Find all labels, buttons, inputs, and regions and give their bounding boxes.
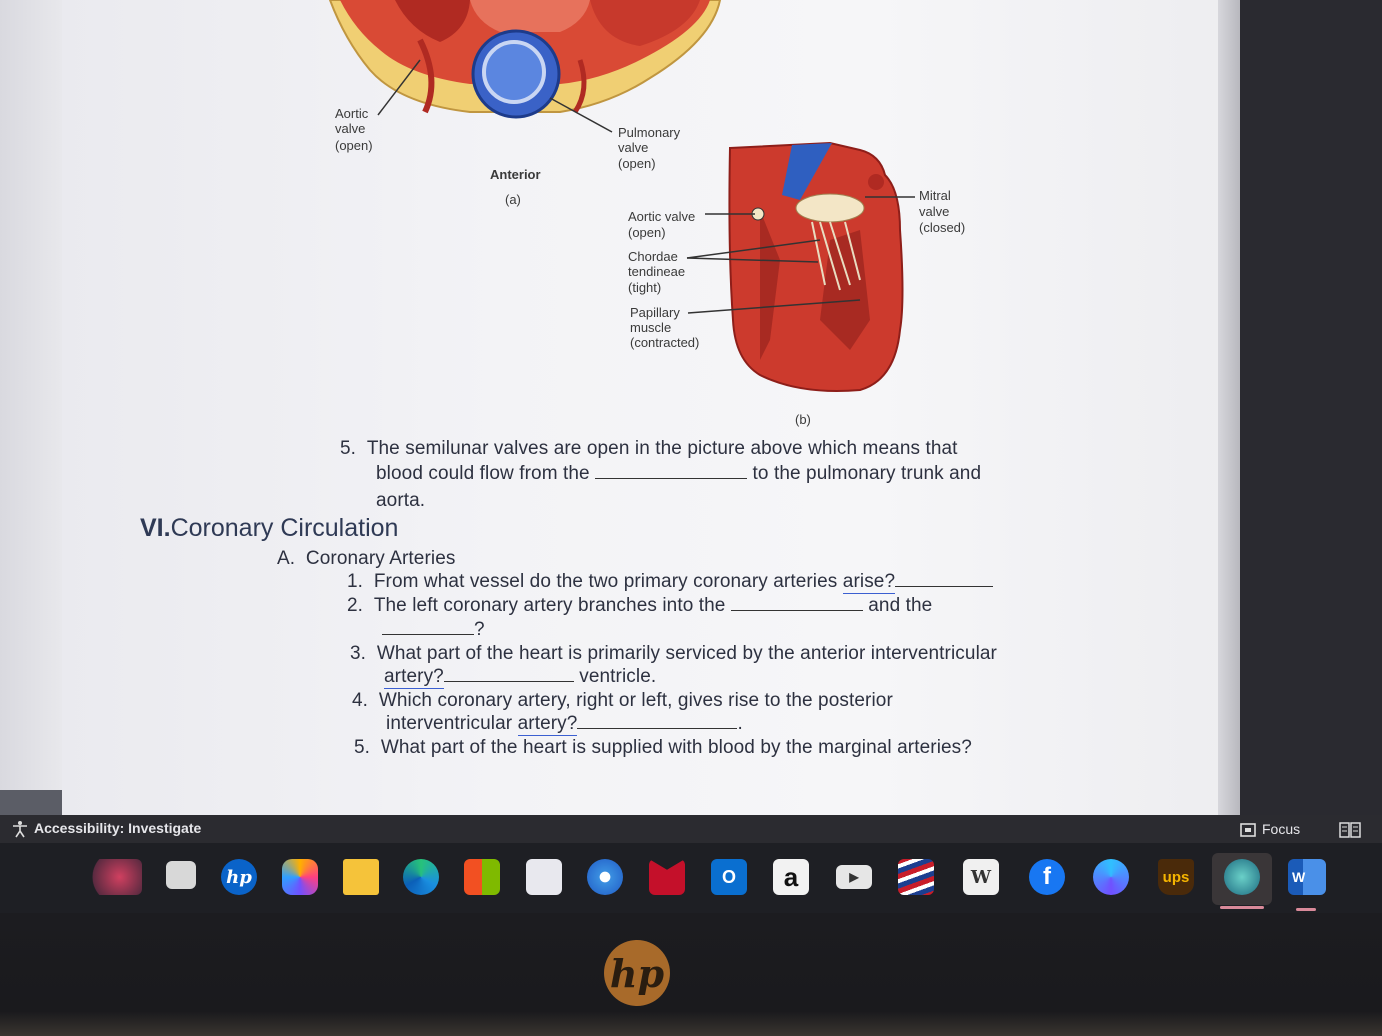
page-corner [0,790,62,815]
question-5-line-2 [376,463,981,485]
coronary-question-3-line-2 [384,666,656,689]
cq5-number: 5. [354,737,371,758]
cq1-answer-prefix: arise? [842,571,896,592]
hp-app-icon[interactable] [221,859,257,895]
cq1-number: 1. [347,571,364,592]
coronary-question-2 [347,595,932,617]
label-chordae-1: Chordae [628,249,678,264]
hp-app-text: hp [226,866,252,888]
ups-text: ups [1162,868,1190,886]
question-5-blank[interactable] [595,478,747,479]
copilot-icon[interactable] [282,859,318,895]
question-5-text-1: The semilunar valves are open in the picture above which means that [366,438,958,459]
calendar-store-icon[interactable] [526,859,562,895]
label-anterior: Anterior [490,167,541,182]
cq4-end: . [737,713,743,734]
cq3-text: What part of the heart is primarily serviced by the anterior interventricular [376,643,997,664]
word-letter: W [1292,869,1306,885]
label-mitral-1: Mitral [919,188,951,203]
focus-button[interactable] [1238,821,1301,842]
question-5-number: 5. [340,438,357,459]
label-papillary-1: Papillary [630,305,680,320]
ups-icon[interactable] [1158,859,1194,895]
label-papillary-3: (contracted) [630,335,700,350]
file-explorer-small-icon[interactable] [166,861,196,889]
cq5-text: What part of the heart is supplied with blood by the marginal arteries? [380,737,972,758]
facebook-icon[interactable]: f [1029,859,1065,895]
copilot-pro-icon[interactable] [1093,859,1129,895]
caption-a: (a) [505,192,521,207]
mcafee-icon[interactable] [649,859,685,895]
chrome-canary-icon[interactable] [587,859,623,895]
heart-figure [0,0,1240,440]
word-icon[interactable] [1288,859,1326,895]
heart-cross-section [687,143,915,391]
monitor-bezel [0,913,1382,1036]
taskbar [0,843,1382,913]
subsection-heading [277,548,455,570]
caption-b: (b) [795,412,811,427]
cq3-number: 3. [350,643,367,664]
section-title: Coronary Circulation [170,514,399,542]
paint-app-icon[interactable] [86,859,142,895]
cq4-text: Which coronary artery, right or left, gives rise to the posterior [378,690,893,711]
coronary-question-4-line-2 [386,713,743,736]
hp-logo [604,940,670,1006]
label-aortic-valve-a-1: Aortic [335,106,369,121]
label-aortic-valve-b-2: (open) [628,225,666,240]
cq3-line2b: ventricle. [579,666,657,687]
word-running-indicator [1296,908,1316,911]
label-aortic-valve-b-1: Aortic valve [628,209,696,224]
cq1-text: From what vessel do the two primary coronary arteries [373,571,838,592]
accessibility-icon[interactable] [10,819,30,839]
wikipedia-icon[interactable] [963,859,999,895]
coronary-question-5 [354,737,972,759]
cq1-blank[interactable] [895,586,993,587]
accessibility-status[interactable]: Accessibility: Investigate [34,820,202,836]
edge-icon[interactable] [403,859,439,895]
cq4-number: 4. [352,690,369,711]
cq2-number: 2. [347,595,364,616]
coronary-question-3 [350,643,997,665]
coronary-question-1 [347,571,993,594]
photos-icon[interactable] [1224,859,1260,895]
section-roman: VI. [140,514,171,542]
bank-of-america-icon[interactable] [898,859,934,895]
subsection-title: Coronary Arteries [305,548,456,569]
label-aortic-valve-a-3: (open) [335,138,373,153]
label-mitral-3: (closed) [919,220,966,235]
amazon-letter: a [783,861,799,892]
question-5-line-1 [340,438,958,460]
cq3-blank[interactable] [444,681,574,682]
microsoft-store-icon[interactable] [464,859,500,895]
label-aortic-valve-a-2: valve [335,121,366,136]
label-papillary-2: muscle [630,320,672,335]
media-player-icon[interactable]: ▶ [836,865,872,889]
cq4-blank[interactable] [577,728,737,729]
question-5-text-3: aorta. [376,490,426,511]
label-mitral-2: valve [919,204,950,219]
cq2-end: ? [474,619,485,640]
label-chordae-2: tendineae [628,264,686,279]
cq2-blank-1[interactable] [731,610,863,611]
amazon-icon[interactable] [773,859,809,895]
cq2-text-2: and the [868,595,933,616]
label-pulmonary-valve-1: Pulmonary [618,125,681,140]
question-5-text-2a: blood could flow from the [376,463,590,484]
folder-icon[interactable] [343,859,379,895]
label-pulmonary-valve-2: valve [618,140,649,155]
status-bar [0,815,1382,843]
cq4-line2a: interventricular [386,713,513,734]
coronary-question-4 [352,690,893,712]
read-mode-icon[interactable] [1338,821,1362,839]
focus-label: Focus [1262,821,1301,837]
wikipedia-letter: W [970,866,992,888]
active-indicator [1220,906,1264,909]
cq2-blank-2[interactable] [382,634,474,635]
heart-valves-top-view [330,0,720,132]
section-heading [140,514,398,543]
cq4-line2b: artery? [517,713,578,734]
subsection-letter: A. [277,548,296,569]
outlook-icon[interactable]: O [711,859,747,895]
question-5-text-2b: to the pulmonary trunk and [752,463,982,484]
label-chordae-3: (tight) [628,280,662,295]
cq2-text: The left coronary artery branches into the [373,595,726,616]
hp-logo-text: hp [609,950,665,996]
label-pulmonary-valve-3: (open) [618,156,656,171]
focus-icon [1238,821,1258,839]
coronary-question-2-line-2 [382,619,485,641]
cq3-line2a: artery? [384,666,444,687]
